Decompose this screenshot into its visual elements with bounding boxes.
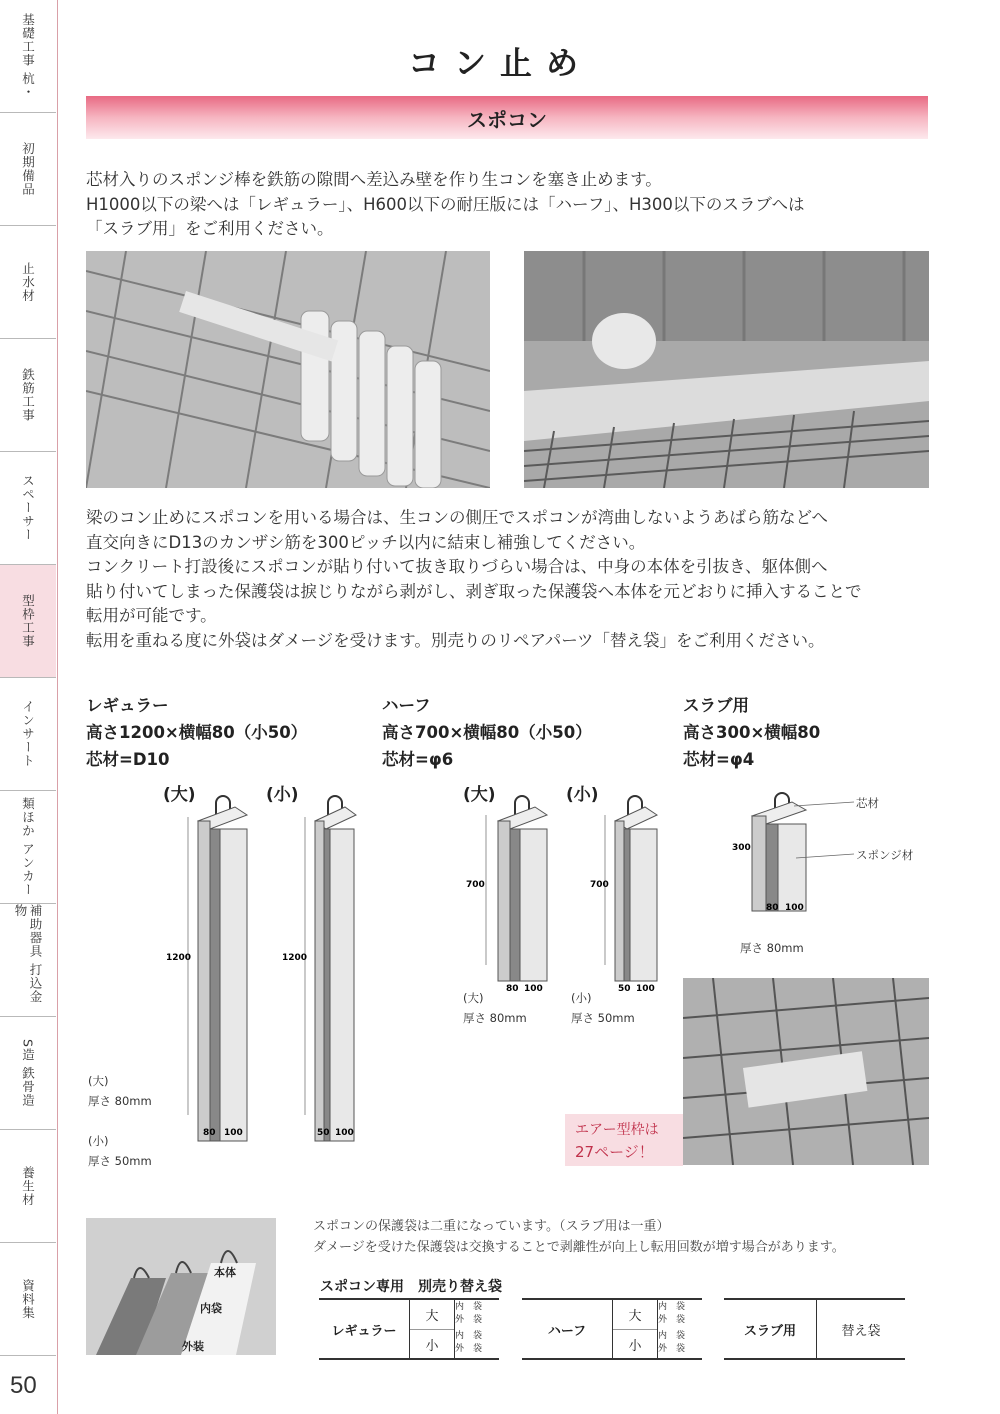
repair-regular: レギュラー 大 小 内 袋 外 袋 内 袋 外 袋 bbox=[319, 1298, 499, 1360]
tab-steel[interactable]: S造 鉄骨造 bbox=[0, 1017, 56, 1130]
photo-slab-spocon bbox=[524, 251, 929, 488]
spec-half: ハーフ 高さ700×横幅80（小50） 芯材=φ6 bbox=[382, 696, 592, 769]
slab-thickness: 厚さ 80mm bbox=[740, 941, 804, 955]
half-diagram bbox=[460, 795, 670, 995]
air-formwork-callout[interactable]: エアー型枠は 27ページ！ bbox=[565, 1114, 683, 1166]
svg-text:700: 700 bbox=[466, 880, 485, 890]
svg-text:100: 100 bbox=[636, 984, 655, 994]
svg-text:1200: 1200 bbox=[282, 953, 308, 963]
tab-foundation[interactable]: 基礎工事 杭・ bbox=[0, 0, 56, 113]
page-number: 50 bbox=[10, 1372, 37, 1399]
repair-title: スポコン専用 別売り替え袋 bbox=[320, 1279, 502, 1295]
half-small-label: (小) bbox=[566, 785, 599, 805]
repair-half: ハーフ 大 小 内 袋 外 袋 内 袋 外 袋 bbox=[522, 1298, 702, 1360]
regular-diagram bbox=[150, 795, 370, 1145]
regular-thickness: (大) 厚さ 80mm (小) 厚さ 50mm bbox=[88, 1074, 152, 1168]
tab-initial-equipment[interactable]: 初期備品 bbox=[0, 113, 56, 226]
svg-text:100: 100 bbox=[335, 1128, 354, 1138]
tab-anchor[interactable]: 類ほか アンカー bbox=[0, 791, 56, 904]
svg-text:700: 700 bbox=[590, 880, 609, 890]
svg-text:100: 100 bbox=[224, 1128, 243, 1138]
svg-text:100: 100 bbox=[785, 903, 804, 913]
half-big-label: (大) bbox=[463, 785, 496, 805]
repair-slab: スラブ用 替え袋 bbox=[724, 1298, 905, 1360]
photo-protective-bags: 本体 内袋 外装 bbox=[86, 1218, 276, 1355]
spec-regular: レギュラー 高さ1200×横幅80（小50） 芯材=D10 bbox=[86, 696, 308, 769]
tab-reference[interactable]: 資料集 bbox=[0, 1243, 56, 1356]
tab-formwork[interactable]: 型枠工事 bbox=[0, 565, 56, 678]
photo-beam-spocon bbox=[86, 251, 490, 488]
svg-text:80: 80 bbox=[203, 1128, 216, 1138]
intro-text: 芯材入りのスポンジ棒を鉄筋の隙間へ差込み壁を作り生コンを塞き止めます。 H1000以下の梁へは「レギュラー」、H600以下の耐圧版には「ハーフ」、H300以下のスラブへは 「スラブ用」をご利用ください。 bbox=[86, 170, 805, 238]
usage-notes: 梁のコン止めにスポコンを用いる場合は、生コンの側圧でスポコンが湾曲しないようあばら筋などへ 直交向きにD13のカンザシ筋を300ピッチ以内に結束し補強してください。 コンクリート打設後にスポコンが貼り付いて抜き取りづらい場合は、中身の本体を引抜き、躯体側へ 貼り付いてしまった保護袋は捩じりながら剥がし、剥ぎ取った保護袋へ本体を元どおりに挿入することで 転用が可能です。 転用を重ねる度に外袋はダメージを受けます。別売りのリペアパーツ「替え袋」をご利用ください。 bbox=[86, 508, 862, 650]
tab-rebar[interactable]: 鉄筋工事 bbox=[0, 339, 56, 452]
svg-text:50: 50 bbox=[618, 984, 631, 994]
section-title: スポコン bbox=[467, 108, 547, 132]
half-thickness-big: (大) 厚さ 80mm bbox=[463, 991, 527, 1025]
page-title: コン止め bbox=[407, 44, 592, 82]
regular-big-label: (大) bbox=[163, 785, 196, 805]
svg-text:80: 80 bbox=[766, 903, 779, 913]
slab-core-label: 芯材 bbox=[856, 796, 879, 810]
half-thickness-small: (小) 厚さ 50mm bbox=[571, 991, 635, 1025]
sidebar bbox=[0, 0, 58, 1414]
tab-insert[interactable]: インサート bbox=[0, 678, 56, 791]
tab-spacer[interactable]: スペーサー bbox=[0, 452, 56, 565]
slab-sponge-label: スポンジ材 bbox=[856, 848, 914, 862]
svg-text:100: 100 bbox=[524, 984, 543, 994]
tab-waterstop[interactable]: 止水材 bbox=[0, 226, 56, 339]
photo-air-formwork bbox=[683, 978, 929, 1165]
tab-hardware[interactable]: 補助器具 打込金物 bbox=[0, 904, 56, 1017]
tab-curing[interactable]: 養生材 bbox=[0, 1130, 56, 1243]
svg-text:80: 80 bbox=[506, 984, 519, 994]
spec-slab: スラブ用 高さ300×横幅80 芯材=φ4 bbox=[683, 696, 821, 769]
svg-text:50: 50 bbox=[317, 1128, 330, 1138]
section-banner bbox=[86, 96, 928, 139]
regular-small-label: (小) bbox=[266, 785, 299, 805]
svg-text:1200: 1200 bbox=[166, 953, 192, 963]
svg-text:300: 300 bbox=[732, 843, 751, 853]
bag-notes: スポコンの保護袋は二重になっています。（スラブ用は一重） ダメージを受けた保護袋は交換することで剥離性が向上し転用回数が増す場合があります。 bbox=[313, 1219, 845, 1255]
